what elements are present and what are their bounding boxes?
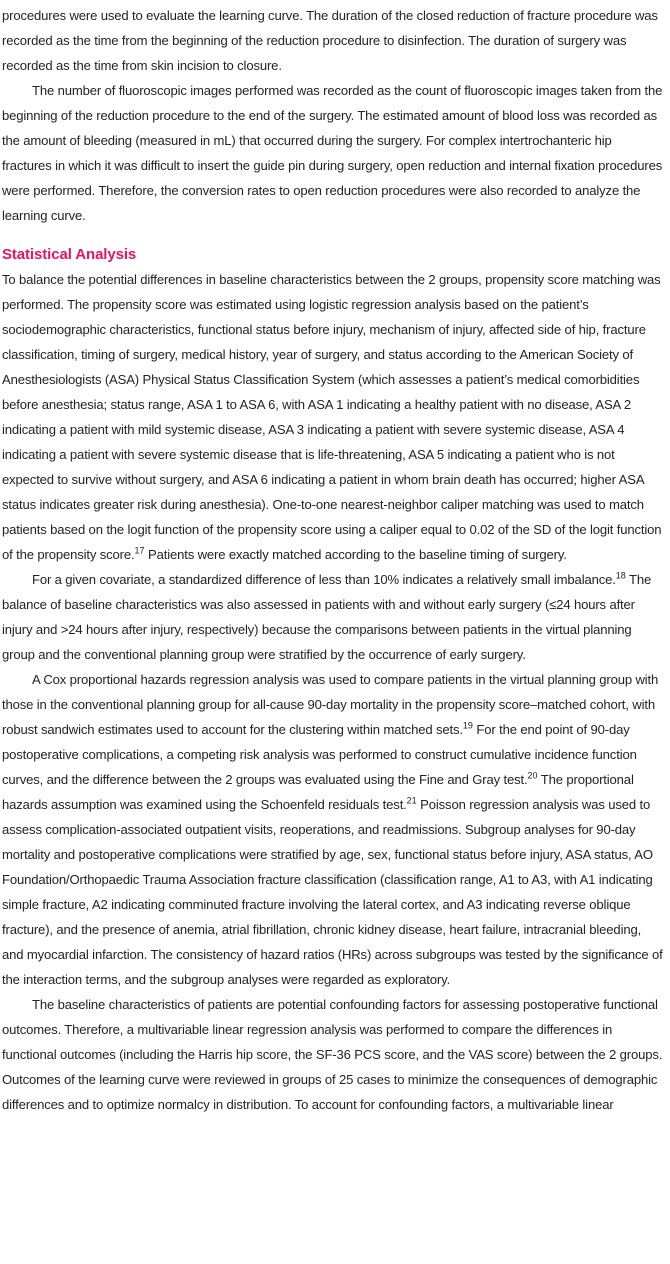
paragraph-text: A Cox proportional hazards regression analysis was used to compare patients in the virtual planning group with those in the conventional planning group for all-cause 90-day mortality in the propensity score–matched cohort, with robust sandwich estimates used to account for the clustering within matched sets. [2,672,659,737]
reference-citation-17: 17 [134,545,145,556]
paragraph-text: The proportional hazards assumption was examined using the Schoenfeld residuals test. [2,772,634,812]
paragraph-text: For a given covariate, a standardized difference of less than 10% indicates a relatively small imbalance. [32,572,616,587]
paragraph-covariate-balance [2,567,664,667]
paragraph-text: For the end point of 90-day postoperative complications, a competing risk analysis was performed to construct cumulative incidence function curves, and the difference between the 2 groups was evaluated using the Fine and Gray test. [2,722,637,787]
paragraph-text: Poisson regression analysis was used to assess complication-associated outpatient visits, reoperations, and readmissions. Subgroup analyses for 90-day mortality and postoperative complications were stratified by age, sex, functional status before injury, ASA status, AO Foundation/Orthopaedic Trauma Association fracture classification (classification range, A1 to A3, with A1 indicating simple fracture, A2 indicating comminuted fracture involving the lateral cortex, and A3 indicating reverse oblique fracture), and the presence of anemia, atrial fibrillation, chronic kidney disease, heart failure, intracranial bleeding, and myocardial infarction. The consistency of hazard ratios (HRs) across subgroups was tested by the significance of the interaction terms, and the subgroup analyses were regarded as exploratory. [2,797,663,987]
paragraph-text: To balance the potential differences in baseline characteristics between the 2 groups, propensity score matching was performed. The propensity score was estimated using logistic regression analysis based on the patient’s sociodemographic characteristics, functional status before injury, mechanism of injury, affected side of hip, fracture classification, timing of surgery, medical history, year of surgery, and status according to the American Society of Anesthesiologists (ASA) Physical Status Classification System (which assesses a patient’s medical comorbidities before anesthesia; status range, ASA 1 to ASA 6, with ASA 1 indicating a healthy patient with no disease, ASA 2 indicating a patient with mild systemic disease, ASA 3 indicating a patient with severe systemic disease, ASA 4 indicating a patient with severe systemic disease that is life-threatening, ASA 5 indicating a patient who is not expected to survive without surgery, and ASA 6 indicating a patient in whom brain death has occurred; higher ASA status indicates greater risk during anesthesia). One-to-one nearest-neighbor caliper matching was used to match patients based on the logit function of the propensity score using a caliper equal to 0.02 of the SD of the logit function of the propensity score. [2,272,662,562]
paragraph-propensity-matching [2,267,664,567]
paragraph-cox-regression [2,667,664,992]
paragraph-text: Patients were exactly matched according to the baseline timing of surgery. [144,547,567,562]
paragraph-functional-outcomes: The baseline characteristics of patients are potential confounding factors for assessing postoperative functional outcomes. Therefore, a multivariable linear regression analysis was performed to compare the differences in functional outcomes (including the Harris hip score, the SF-36 PCS score, and the VAS score) between the 2 groups. Outcomes of the learning curve were reviewed in groups of 25 cases to minimize the consequences of demographic differences and to optimize normalcy in distribution. To account for confounding factors, a multivariable linear [2,997,663,1112]
reference-citation-21: 21 [406,795,417,806]
reference-citation-20: 20 [527,770,538,781]
paragraph-fluoroscopic-images: The number of fluoroscopic images performed was recorded as the count of fluoroscopic images taken from the beginning of the reduction procedure to the end of the surgery. The estimated amount of blood loss was recorded as the amount of bleeding (measured in mL) that occurred during the surgery. For complex intertrochanteric hip fractures in which it was difficult to insert the guide pin during surgery, open reduction and internal fixation procedures were performed. Therefore, the conversion rates to open reduction procedures were also recorded to analyze the learning curve. [2,83,663,223]
section-heading-statistical-analysis: Statistical Analysis [2,246,137,263]
paragraph-methods-continuation: procedures were used to evaluate the learning curve. The duration of the closed reduction of fracture procedure was recorded as the time from the beginning of the reduction procedure to disinfection. The duration of surgery was recorded as the time from skin incision to closure. [2,8,658,73]
reference-citation-18: 18 [615,570,626,581]
reference-citation-19: 19 [462,720,473,731]
paragraph-text: The balance of baseline characteristics was also assessed in patients with and without early surgery (≤24 hours after injury and >24 hours after injury, respectively) because the comparisons between patients in the virtual planning group and the conventional planning group were stratified by the occurrence of early surgery. [2,572,652,662]
